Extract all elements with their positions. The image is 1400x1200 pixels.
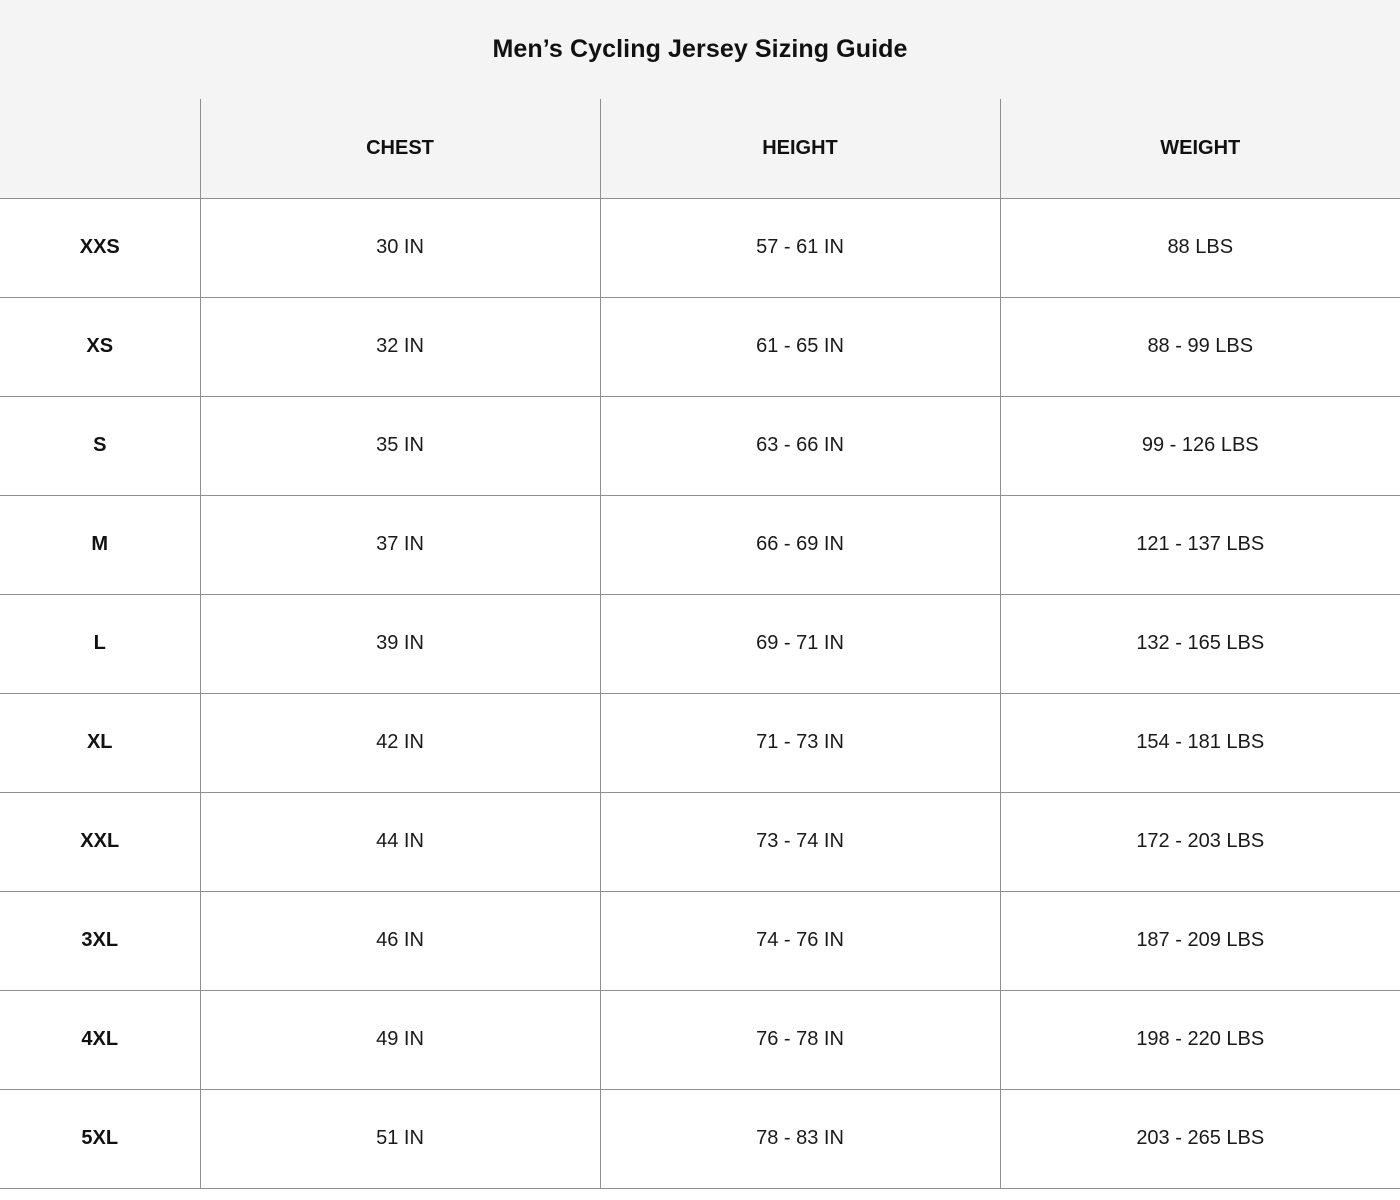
weight-cell: 88 - 99 LBS	[1000, 297, 1400, 396]
height-cell: 57 - 61 IN	[600, 198, 1000, 297]
size-label: 5XL	[0, 1089, 200, 1188]
chest-cell: 49 IN	[200, 990, 600, 1089]
size-label: S	[0, 396, 200, 495]
chest-cell: 32 IN	[200, 297, 600, 396]
table-row	[0, 198, 1400, 297]
chest-cell: 44 IN	[200, 792, 600, 891]
weight-cell: 99 - 126 LBS	[1000, 396, 1400, 495]
table-row	[0, 891, 1400, 990]
chest-cell: 51 IN	[200, 1089, 600, 1188]
table-row	[0, 594, 1400, 693]
table-row	[0, 297, 1400, 396]
size-label: XL	[0, 693, 200, 792]
weight-cell: 154 - 181 LBS	[1000, 693, 1400, 792]
header-row	[0, 99, 1400, 198]
weight-column-header: WEIGHT	[1000, 99, 1400, 198]
table-row	[0, 495, 1400, 594]
chest-column-header: CHEST	[200, 99, 600, 198]
size-label: 3XL	[0, 891, 200, 990]
height-cell: 74 - 76 IN	[600, 891, 1000, 990]
table-header	[0, 99, 1400, 198]
weight-cell: 198 - 220 LBS	[1000, 990, 1400, 1089]
height-cell: 76 - 78 IN	[600, 990, 1000, 1089]
table-row	[0, 792, 1400, 891]
size-label: L	[0, 594, 200, 693]
table-row	[0, 1089, 1400, 1188]
size-label: XS	[0, 297, 200, 396]
size-label: XXL	[0, 792, 200, 891]
sizing-table	[0, 99, 1400, 1189]
height-cell: 66 - 69 IN	[600, 495, 1000, 594]
title-bar	[0, 0, 1400, 100]
chest-cell: 39 IN	[200, 594, 600, 693]
chest-cell: 35 IN	[200, 396, 600, 495]
page-title: Men’s Cycling Jersey Sizing Guide	[492, 35, 908, 63]
table-row	[0, 693, 1400, 792]
size-label: 4XL	[0, 990, 200, 1089]
height-cell: 61 - 65 IN	[600, 297, 1000, 396]
chest-cell: 46 IN	[200, 891, 600, 990]
chest-cell: 37 IN	[200, 495, 600, 594]
size-label: XXS	[0, 198, 200, 297]
height-cell: 73 - 74 IN	[600, 792, 1000, 891]
weight-cell: 172 - 203 LBS	[1000, 792, 1400, 891]
weight-cell: 88 LBS	[1000, 198, 1400, 297]
weight-cell: 187 - 209 LBS	[1000, 891, 1400, 990]
height-cell: 69 - 71 IN	[600, 594, 1000, 693]
height-cell: 78 - 83 IN	[600, 1089, 1000, 1188]
size-label: M	[0, 495, 200, 594]
chest-cell: 30 IN	[200, 198, 600, 297]
height-cell: 63 - 66 IN	[600, 396, 1000, 495]
weight-cell: 132 - 165 LBS	[1000, 594, 1400, 693]
height-column-header: HEIGHT	[600, 99, 1000, 198]
weight-cell: 121 - 137 LBS	[1000, 495, 1400, 594]
height-cell: 71 - 73 IN	[600, 693, 1000, 792]
size-column-header	[0, 99, 200, 198]
chest-cell: 42 IN	[200, 693, 600, 792]
table-body	[0, 198, 1400, 1188]
table-row	[0, 396, 1400, 495]
table-row	[0, 990, 1400, 1089]
weight-cell: 203 - 265 LBS	[1000, 1089, 1400, 1188]
